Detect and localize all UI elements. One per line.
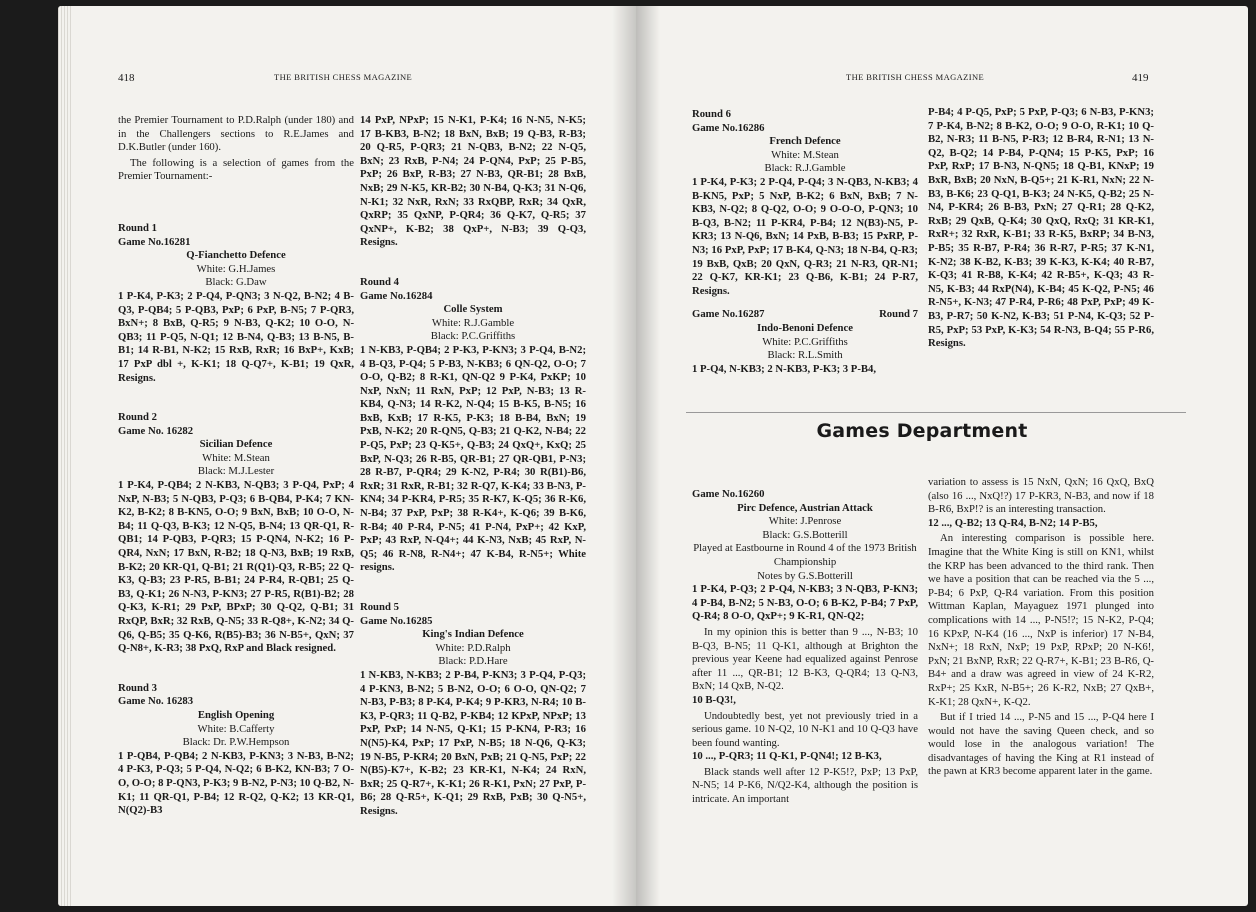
annotation: An interesting comparison is possible here. Imagine that the White King is still on KN1, whilst the KRP has been advanced to the third rank. Then we have a position that can be reached via the 5 ..., P-B4; 6 PxP, Q-R4 variation. From this position Wittman Kaplan, Mayaguez 1971 plunged into complications with 14 ..., P-N5!?; 15 N-K2, P-Q4; 16 KPxP, N-K4 (16 ..., NxP is inferior) 17 N-B4, NxN+; 18 RxN, NxP; 19 PxP, RPxP; 20 N-K6!, PxN; 21 BxNP, RxR; 22 Q-R7+, K-B1; 23 B-R6, Q-B4+ and a draw was agreed in view of 24 K-R2, RxP+; 25 KxR, N-B5+; 26 K-R2, NxB; 27 QxB+, K-K1; 28 QxN+, K-Q2.: [928, 532, 1154, 708]
right-column-1: [692, 106, 918, 376]
game-number: Game No. 16282: [118, 424, 194, 437]
round-heading: Round 6: [692, 108, 731, 120]
game-moves: 1 P-K4, P-QB4; 2 N-KB3, N-QB3; 3 P-Q4, PxP; 4 NxP, N-B3; 5 N-QB3, P-Q3; 6 B-QB4, P-K4; 7 KN-K2, B-K2; 8 B-KN5, O-O; 9 BxN, BxB; 10 O-O, N-B4; 11 Q-Q3, B-K3; 12 N-Q5, B-N4; 13 QR-Q1, R-QB1; 14 P-QB3, P-QR3; 15 P-QN4, N-K2; 16 P-QR4, NxN; 17 BxN, R-B2; 18 Q-N3, BxB; 19 RxB, B-K2; 20 KR-Q1, Q-B1; 21 R(Q1)-Q3, R-B5; 22 Q-K3, Q-B3; 23 P-R5, B-B1; 24 P-R4, R-QB1; 25 Q-B3, Q-K1; 26 N-N3, P-KN3; 27 P-R5, R(B1)-B2; 28 Q-K3, K-R1; 29 PxP, BPxP; 30 Q-Q2, Q-B1; 31 RxQP, BxR; 32 RxB, Q-N5; 33 R-Q8+, K-N2; 34 Q-Q6, Q-B5; 35 Q-K6, R(B5)-B3; 36 N-B5+, QxN; 37 Q-N8+, K-R3; 38 PxQ, RxP and Black resigned.: [118, 479, 354, 655]
game-number: Game No.16281: [118, 235, 191, 248]
opening-name: Indo-Benoni Defence: [757, 321, 853, 334]
section-divider: [686, 412, 1186, 413]
black-player: Black: R.L.Smith: [767, 349, 843, 362]
white-player: White: M.Stean: [771, 148, 839, 161]
dept-column-2: [928, 476, 1154, 779]
round-heading: Round 5: [360, 601, 399, 613]
dept-column-1: [692, 488, 918, 807]
game-move: 10 ..., P-QR3; 11 Q-K1, P-QN4!; 12 B-K3,: [692, 750, 882, 763]
page-edge: [58, 6, 72, 906]
game-moves-continued: P-B4; 4 P-Q5, PxP; 5 PxP, P-Q3; 6 N-B3, P-KN3; 7 P-K4, B-N2; 8 B-K2, O-O; 9 O-O, R-K1; 10 Q-B2, N-R3; 11 B-N5, P-R3; 12 B-R4, R-N1; 13 N-Q2, B-Q2; 14 P-B4, P-QN4; 15 P-K5, PxP; 16 PxP, RxP; 17 B-N3, N-QN5; 18 Q-B1, KNxP; 19 BxR, BxB; 20 NxN, B-Q5+; 21 K-R1, NxN; 22 N-B3, B-K6; 23 Q-Q1, B-K3; 24 N-K5, Q-B2; 25 N-N4, P-KR4; 26 B-B3, PxN; 27 Q-R1; 28 Q-K2, RxB; 29 QxB, Q-K4; 30 QxQ, RxQ; 31 KR-K1, RxR+; 32 RxR, K-B1; 33 R-K5, BxRP; 34 B-N3, P-B5; 35 R-B7, P-R4; 36 R-R7, P-R5; 37 K-N1, K-N2; 38 K-B2, K-B3; 39 K-K3, K-K4; 40 R-B7, K-Q3; 41 R-B8, K-K4; 42 R-B5+, K-Q3; 43 R-N5, K-B3; 44 RxP(N4), K-B4; 45 K-Q2, P-N5; 46 R-N5+, K-N3; 47 P-R4, P-R6; 48 PxP, PxP; 49 K-B3, P-R7; 50 K-N2, K-B3; 51 P-N4, K-Q3; 52 P-R5, PxP; 53 PxP, K-K3; 54 R-N3, B-Q4; 55 P-R6, Resigns.: [928, 106, 1154, 350]
game-number: Game No. 16283: [118, 695, 194, 708]
white-player: White: R.J.Gamble: [431, 316, 515, 329]
opening-name: Q-Fianchetto Defence: [186, 249, 286, 262]
game-moves: 1 P-K4, P-K3; 2 P-Q4, P-QN3; 3 N-Q2, B-N2; 4 B-Q3, P-QB4; 5 P-QB3, PxP; 6 PxP, B-N5; 7 P-QR3, BxN+; 8 BxB, Q-R5; 9 N-B3, Q-K2; 10 O-O, N-QB3; 11 P-Q5, N-Q1; 12 B-N4, Q-B3; 13 B-N5, B-B1; 14 R-B1, N-K2; 15 RxB, RxR; 16 BxP+, KxB; 17 PxP dbl +, K-K1; 18 Q-Q7+, K-B1; 19 QxR, Resigns.: [118, 289, 354, 384]
game-number: Game No.16284: [360, 289, 433, 302]
opening-name: Sicilian Defence: [199, 438, 273, 451]
game-moves: 1 N-KB3, P-QB4; 2 P-K3, P-KN3; 3 P-Q4, B-N2; 4 B-Q3, P-Q4; 5 P-B3, N-KB3; 6 QN-Q2, O-O; 7 O-O, Q-B2; 8 R-K1, QN-Q2 9 P-K4, PxKP; 10 NxP, NxN; 11 RxN, PxP; 12 PxP, N-B3; 13 R-KB4, Q-N3; 14 R-K2, N-Q4; 15 B-K5, B-N5; 16 BxB, KxB; 17 R-K5, P-K3; 18 B-B4, BxN; 19 PxB, N-K2; 20 R-QN5, Q-B3; 21 Q-K2, N-B4; 22 P-Q5, PxP; 23 Q-K5+, Q-B3; 24 QxQ+, KxQ; 25 BxP, N-Q3; 26 R-B5, QR-B1; 27 QR-QB1, P-N3; 28 R-B7, P-QR4; 29 K-N2, P-R4; 30 R(B1)-B6, RxR; 31 RxR, R-B1; 32 R-Q7, K-K4; 33 B-N3, P-KN4; 34 P-KR4, P-R5; 35 R-K7, K-Q5; 36 R-K6, N-B4; 37 PxP, PxP; 38 R-K4+, K-Q6; 39 B-K6, R-B4; 40 P-R4, P-N5; 41 P-N4, PxP+; 42 KxP, PxP; 43 RxP, N-Q4+; 44 K-N3, NxB; 45 RxP, N-Q5; 46 R-N8, R-N4+; 47 K-B4, R-N5+; White resigns.: [360, 343, 586, 574]
white-player: White: P.D.Ralph: [435, 641, 511, 654]
gutter-shadow: [612, 6, 636, 906]
intro-text-2: The following is a selection of games from the Premier Tournament:-: [118, 156, 354, 183]
round-heading: Round 3: [118, 681, 157, 694]
running-head: THE BRITISH CHESS MAGAZINE: [274, 72, 413, 82]
right-column-2: [928, 106, 1154, 351]
page-number: 419: [1132, 72, 1149, 84]
game-move: 10 B-Q3!,: [692, 693, 736, 706]
opening-name: Pirc Defence, Austrian Attack: [737, 501, 873, 514]
opening-name: Colle System: [443, 303, 503, 316]
left-page: [58, 6, 636, 906]
white-player: White: J.Penrose: [768, 515, 842, 528]
gutter-shadow: [636, 6, 660, 906]
round-heading: Round 4: [360, 275, 399, 288]
black-player: Black: R.J.Gamble: [764, 162, 846, 175]
white-player: White: G.H.James: [196, 262, 276, 275]
notes-credit: Notes by G.S.Botterill: [757, 569, 853, 582]
game-moves: 1 P-K4, P-Q3; 2 P-Q4, N-KB3; 3 N-QB3, P-KN3; 4 P-B4, B-N2; 5 N-B3, O-O; 6 B-K2, P-B4; 7 PxP, Q-R4; 8 O-O, QxP+; 9 K-R1, QN-Q2;: [692, 583, 918, 623]
white-player: White: P.C.Griffiths: [762, 335, 848, 348]
round-heading: Round 7: [879, 308, 918, 321]
black-player: Black: Dr. P.W.Hempson: [182, 736, 290, 749]
black-player: Black: P.C.Griffiths: [430, 330, 516, 343]
annotation: In my opinion this is better than 9 ..., N-B3; 10 B-Q3, B-N5; 11 Q-K1, although at Brighton the previous year Keene had equalized against Penrose after 11 ..., QR-B1; 12 B-K3, Q-QR4; 13 Q-N3, BxN; 14 QxB, N-Q2.: [692, 625, 918, 693]
left-column-2: [360, 114, 586, 819]
opening-name: King's Indian Defence: [422, 628, 524, 641]
opening-name: French Defence: [769, 135, 841, 148]
opening-name: English Opening: [197, 708, 275, 721]
game-number: Game No.16286: [692, 121, 765, 134]
round-heading: Round 2: [118, 411, 157, 424]
game-header-row: [692, 308, 918, 322]
black-player: Black: G.Daw: [205, 276, 267, 289]
game-number: Game No.16285: [360, 614, 433, 627]
game-number: Game No.16260: [692, 488, 765, 500]
game-note: Played at Eastbourne in Round 4 of the 1973 British Championship: [693, 542, 917, 568]
black-player: Black: G.S.Botterill: [762, 528, 848, 541]
round-heading: Round 1: [118, 221, 157, 234]
annotation: But if I tried 14 ..., P-N5 and 15 ..., P-Q4 here I would not have the saving Queen check, and so would lose in the analogous variation! The disadvantages of having the King at R1 instead of the pawn at KR3 become apparent later in the game.: [928, 711, 1154, 778]
game-moves: 1 P-QB4, P-QB4; 2 N-KB3, P-KN3; 3 N-B3, B-N2; 4 P-K3, P-Q3; 5 P-Q4, N-Q2; 6 B-K2, KN-B3; 7 O-O, O-O; 8 P-QN3, P-K3; 9 B-N2, P-N3; 10 Q-B2, N-K1; 11 QR-Q1, P-B4; 12 R-Q2, Q-K2; 13 KR-Q1, N(Q2)-B3: [118, 749, 354, 817]
game-moves-continued: 14 PxP, NPxP; 15 N-K1, P-K4; 16 N-N5, N-K5; 17 B-KB3, B-N2; 18 BxN, BxB; 19 Q-B3, R-B3; 20 Q-R5, P-QR3; 21 N-QB3, B-N2; 22 N-Q5, BxN; 23 RxB, P-N4; 24 P-QN4, PxP; 25 P-B5, PxP; 26 BxP, R-B3; 27 N-B3, QR-B1; 28 BxB, NxB; 29 N-K5, KR-B2; 30 N-B4, Q-K3; 31 N-Q6, N-K1; 32 NxR, RxN; 33 RxQBP, RxR; 34 QxR, QxRP; 35 QxNP, P-QR4; 36 Q-K7, Q-R5; 37 QxNP+, K-B2; 38 QxP+, N-B3; 39 Q-Q3, Resigns.: [360, 114, 586, 249]
right-page: [636, 6, 1248, 906]
game-number: Game No.16287: [692, 308, 765, 321]
white-player: White: M.Stean: [202, 451, 270, 464]
game-moves: 1 P-K4, P-K3; 2 P-Q4, P-Q4; 3 N-QB3, N-KB3; 4 B-KN5, PxP; 5 NxP, B-K2; 6 BxN, BxB; 7 N-KB3, N-Q2; 8 Q-Q2, O-O; 9 O-O-O, P-QN3; 10 B-Q3, B-N2; 11 P-KR4, P-B4; 12 N(B3)-N5, P-KR3; 13 N-Q6, BxN; 14 PxB, B-B3; 15 PxRP, P-N3; 16 PxP, PxP; 17 B-K4, Q-N3; 18 N-B4, Q-R3; 19 BxB, QxB; 20 QxN, Q-R3; 21 N-R3, QR-N1; 22 Q-K7, KR-K1; 23 Q-B6, K-B1; 24 P-R7, Resigns.: [692, 175, 918, 297]
game-moves: 1 N-KB3, N-KB3; 2 P-B4, P-KN3; 3 P-Q4, P-Q3; 4 P-KN3, B-N2; 5 B-N2, O-O; 6 O-O, QN-Q2; 7 N-B3, P-B3; 8 P-K4, P-K4; 9 P-KR3, N-R4; 10 B-K3, P-QR3; 11 Q-B2, P-KB4; 12 KPxP, NPxP; 13 PxP, PxP; 14 N-N5, Q-K1; 15 P-KN4, P-R3; 16 N(N5)-K4, PxP; 17 PxP, N-B5; 18 N-Q6, Q-K3; 19 N-B5, P-KR4; 20 BxN, PxB; 21 Q-N5, PxP; 22 N(B5)-K7+, K-B2; 23 KR-K1, N-K4; 24 RxN, BxR; 25 Q-R7+, K-K1; 26 R-K1, PxN; 27 PxP, P-B6; 28 Q-R5+, K-Q1; 29 RxB, PxB; 30 Q-N5+, Resigns.: [360, 668, 586, 817]
section-title: Games Department: [816, 420, 1028, 442]
annotation: Black stands well after 12 P-K5!?, PxP; 13 PxP, N-N5; 14 P-K6, N/Q2-K4, although the position is intricate. An important: [692, 765, 918, 806]
game-move: 12 ..., Q-B2; 13 Q-R4, B-N2; 14 P-B5,: [928, 516, 1098, 529]
page-number: 418: [118, 72, 135, 84]
white-player: White: B.Cafferty: [197, 722, 275, 735]
running-head: THE BRITISH CHESS MAGAZINE: [846, 72, 985, 82]
annotation: Undoubtedly best, yet not previously tried in a serious game. 10 N-Q2, 10 N-K1 and 10 Q-Q3 have been found wanting.: [692, 709, 918, 749]
left-column-1: [118, 114, 354, 818]
black-player: Black: M.J.Lester: [197, 465, 275, 478]
annotation: variation to assess is 15 NxN, QxN; 16 QxQ, BxQ (also 16 ..., NxQ!?) 17 P-KR3, N-B3, and now if 18 B-R6, BxP!? is an interesting transaction.: [928, 476, 1154, 516]
game-moves: 1 P-Q4, N-KB3; 2 N-KB3, P-K3; 3 P-B4,: [692, 362, 877, 375]
intro-text: the Premier Tournament to P.D.Ralph (under 180) and in the Challengers sections to R.E.James and D.K.Butler (under 160).: [118, 114, 354, 154]
black-player: Black: P.D.Hare: [438, 655, 508, 668]
